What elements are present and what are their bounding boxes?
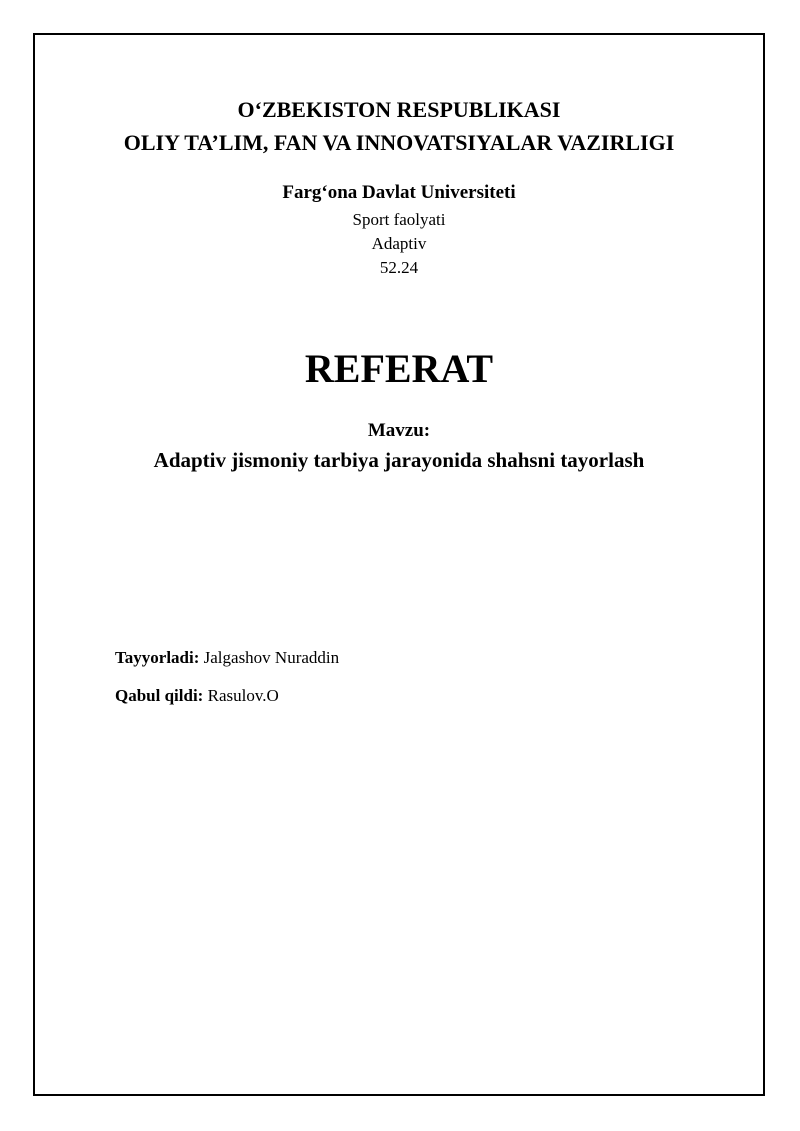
direction-name: Adaptiv [371, 234, 427, 253]
accepted-by-value: Rasulov.O [203, 686, 279, 705]
ministry-heading: OLIY TA’LIM, FAN VA INNOVATSIYALAR VAZIRLIGI [123, 130, 675, 155]
university-name: Farg‘ona Davlat Universiteti [282, 182, 516, 203]
topic-title: Adaptiv jismoniy tarbiya jarayonida shahsni tayorlash [153, 448, 645, 472]
faculty-name: Sport faolyati [352, 210, 446, 229]
accepted-by-line [115, 686, 279, 706]
country-heading: O‘ZBEKISTON RESPUBLIKASI [237, 97, 561, 122]
group-number: 52.24 [379, 258, 419, 277]
document-type-title: REFERAT [304, 346, 494, 391]
accepted-by-label: Qabul qildi: [115, 686, 204, 705]
topic-label: Mavzu: [367, 420, 431, 441]
prepared-by-value: Jalgashov Nuraddin [199, 648, 340, 667]
prepared-by-line [115, 648, 339, 668]
prepared-by-label: Tayyorladi: [115, 648, 200, 667]
